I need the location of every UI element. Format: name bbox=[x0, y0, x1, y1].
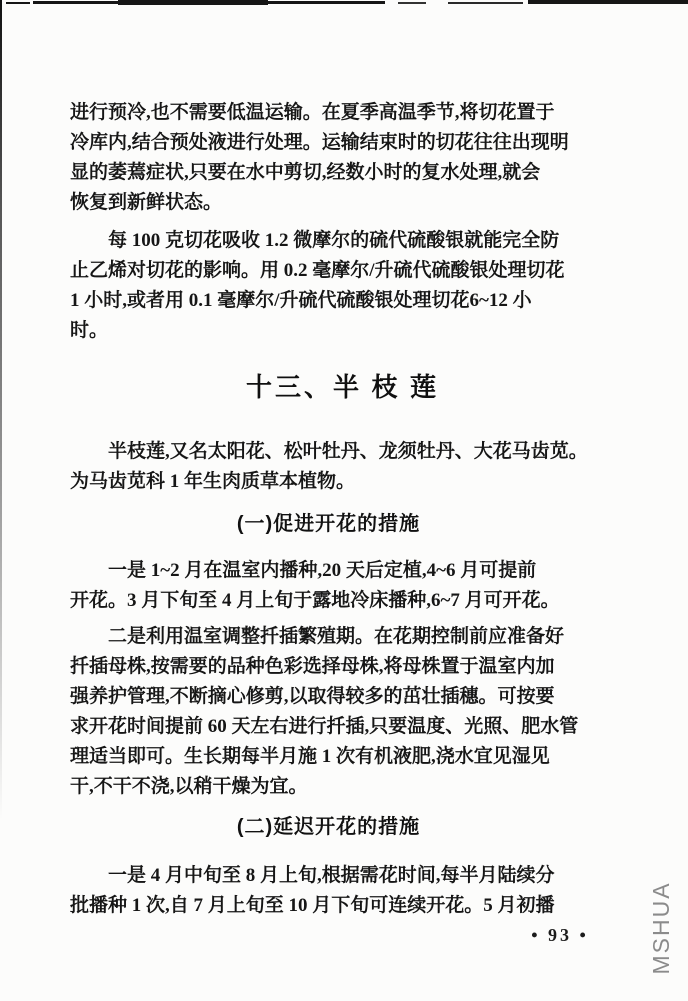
watermark: MSHUA bbox=[648, 881, 674, 975]
text-line: 时。 bbox=[70, 320, 109, 341]
text-line: 理适当即可。生长期每半月施 1 次有机液肥,浇水宜见湿见 bbox=[70, 746, 550, 767]
page-number: • 93 • bbox=[531, 925, 589, 945]
section-heading: (二)延迟开花的措施 bbox=[236, 816, 421, 838]
paragraph bbox=[70, 861, 587, 921]
text-line: 强养护管理,不断摘心修剪,以取得较多的茁壮插穗。可按要 bbox=[70, 686, 555, 707]
scan-artifact-top-line bbox=[398, 2, 426, 4]
text-line: 止乙烯对切花的影响。用 0.2 毫摩尔/升硫代硫酸银处理切花 bbox=[70, 260, 565, 281]
text-line: 半枝莲,又名太阳花、松叶牡丹、龙须牡丹、大花马齿苋。 bbox=[108, 441, 588, 462]
text-line: 二是利用温室调整扦插繁殖期。在花期控制前应准备好 bbox=[108, 626, 565, 647]
section-heading: (一)促进开花的措施 bbox=[236, 513, 421, 535]
text-line: 一是 1~2 月在温室内播种,20 天后定植,4~6 月可提前 bbox=[108, 560, 537, 581]
scan-artifact-left-line bbox=[0, 0, 2, 820]
text-line: 求开花时间提前 60 天左右进行扦插,只要温度、光照、肥水管 bbox=[70, 716, 579, 737]
text-line: 冷库内,结合预处液进行处理。运输结束时的切花往往出现明 bbox=[70, 132, 569, 153]
scan-artifact-top-line bbox=[6, 2, 30, 4]
text-line: 干,不干不浇,以稍干燥为宜。 bbox=[70, 776, 308, 797]
text-line: 开花。3 月下旬至 4 月上旬于露地冷床播种,6~7 月可开花。 bbox=[70, 590, 560, 611]
text-line: 1 小时,或者用 0.1 毫摩尔/升硫代硫酸银处理切花6~12 小 bbox=[70, 290, 532, 311]
text-line: 恢复到新鲜状态。 bbox=[70, 192, 223, 213]
paragraph bbox=[70, 556, 587, 616]
scan-artifact-top-line bbox=[528, 0, 688, 4]
paragraph bbox=[70, 98, 587, 218]
text-line: 进行预冷,也不需要低温运输。在夏季高温季节,将切花置于 bbox=[70, 102, 555, 123]
text-column bbox=[70, 98, 587, 921]
chapter-heading: 十三、半 枝 莲 bbox=[245, 373, 439, 402]
text-line: 显的萎蔫症状,只要在水中剪切,经数小时的复水处理,就会 bbox=[70, 162, 541, 183]
text-line: 扦插母株,按需要的品种色彩选择母株,将母株置于温室内加 bbox=[70, 656, 555, 677]
scan-artifact-top-line bbox=[118, 0, 268, 5]
scan-artifact-top-line bbox=[448, 2, 523, 4]
text-line: 为马齿苋科 1 年生肉质草本植物。 bbox=[70, 471, 356, 492]
paragraph bbox=[70, 437, 587, 497]
paragraph bbox=[70, 226, 587, 346]
paragraph bbox=[70, 622, 587, 802]
text-line: 批播种 1 次,自 7 月上旬至 10 月下旬可连续开花。5 月初播 bbox=[70, 895, 555, 916]
text-line: 一是 4 月中旬至 8 月上旬,根据需花时间,每半月陆续分 bbox=[108, 865, 555, 886]
text-line: 每 100 克切花吸收 1.2 微摩尔的硫代硫酸银就能完全防 bbox=[108, 230, 560, 251]
